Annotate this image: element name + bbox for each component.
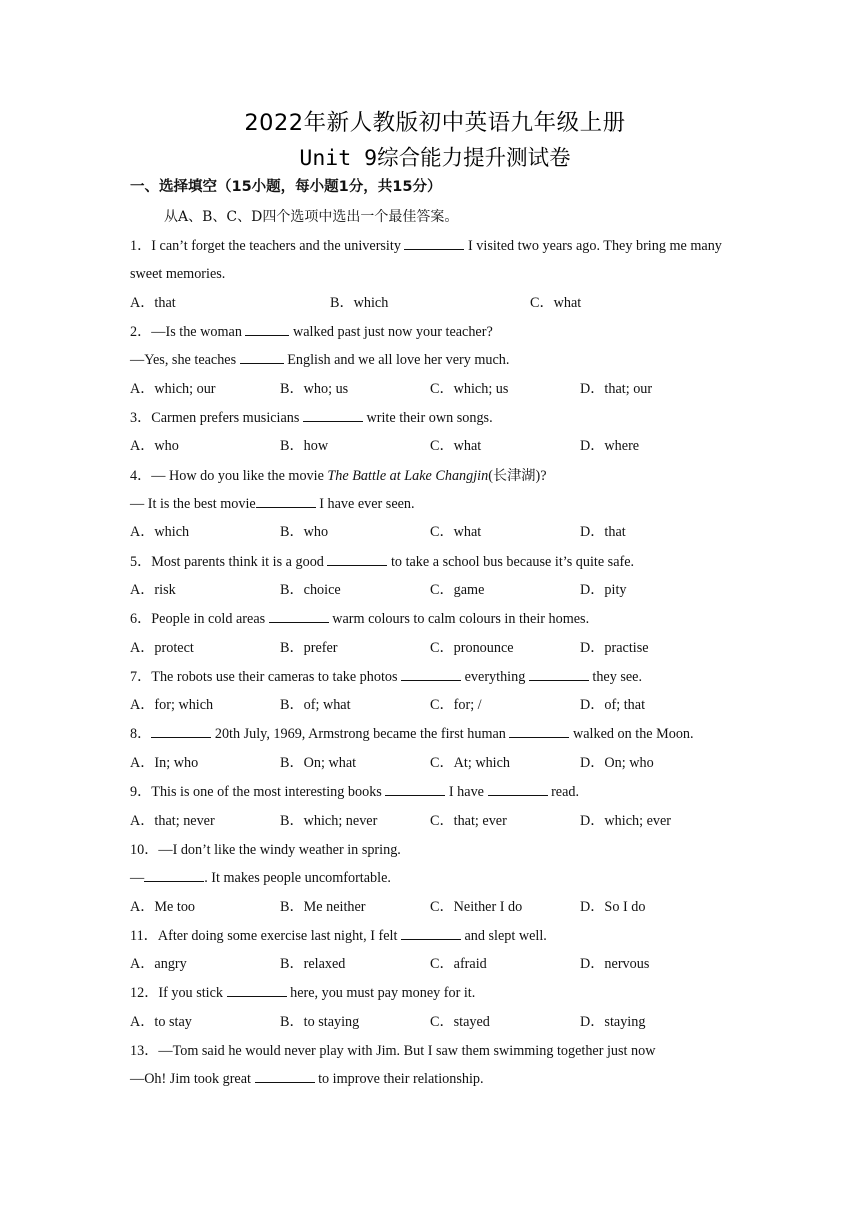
option-d: D．which; ever: [580, 812, 672, 829]
section-heading: 一、选择填空（15小题，每小题1分，共15分）: [130, 179, 442, 195]
answer-blank: [488, 781, 548, 796]
question-1-stem: 1．I can’t forget the teachers and the university I visited two years ago. They bring me many sweet memories.: [130, 232, 740, 289]
option-b: B．Me neither: [280, 898, 366, 915]
answer-blank: [401, 925, 461, 940]
option-a: A．to stay: [130, 1013, 192, 1030]
option-a: A．which: [130, 524, 190, 541]
question-10-options: [130, 893, 740, 922]
question-13-stem: 13．—Tom said he would never play with Jim. But I saw them swimming together just now: [130, 1042, 656, 1059]
question-7-stem: 7．The robots use their cameras to take photos everything they see.: [130, 663, 740, 691]
option-a: A．who: [130, 438, 179, 455]
question-10-stem: 10．—I don’t like the windy weather in spring.: [130, 841, 401, 858]
option-d: D．staying: [580, 1013, 646, 1030]
question-4-options: [130, 518, 740, 547]
question-11-stem: 11．After doing some exercise last night, I felt and slept well.: [130, 922, 740, 950]
option-d: D．On; who: [580, 754, 654, 771]
option-b: B．of; what: [280, 697, 351, 714]
option-c: C．what: [530, 294, 582, 311]
question-7-options: [130, 691, 740, 720]
page-title: 2022年新人教版初中英语九年级上册: [244, 110, 626, 136]
question-1-options: [130, 289, 740, 318]
option-c: C．what: [430, 438, 482, 455]
option-b: B．who: [280, 524, 329, 541]
answer-blank: [404, 235, 464, 250]
option-a: A．Me too: [130, 898, 196, 915]
option-b: B．relaxed: [280, 956, 346, 973]
option-b: B．choice: [280, 582, 341, 599]
option-c: C．what: [430, 524, 482, 541]
option-b: B．who; us: [280, 380, 349, 397]
option-d: D．So I do: [580, 898, 646, 915]
instruction: 从A、B、C、D四个选项中选出一个最佳答案。: [164, 209, 459, 225]
question-3-options: [130, 432, 740, 461]
question-8-options: [130, 749, 740, 778]
option-c: C．which; us: [430, 380, 509, 397]
option-b: B．prefer: [280, 639, 338, 656]
option-b: B．how: [280, 438, 329, 455]
option-c: C．At; which: [430, 754, 510, 771]
movie-title: The Battle at Lake Changjin: [327, 467, 489, 484]
question-5-options: [130, 576, 740, 605]
option-d: D．that: [580, 524, 626, 541]
answer-blank: [269, 608, 329, 623]
option-c: C．pronounce: [430, 639, 514, 656]
option-b: B．which; never: [280, 812, 378, 829]
question-4-stem: 4．— How do you like the movie The Battle at Lake Changjin(长津湖)?: [130, 467, 547, 484]
option-c: C．Neither I do: [430, 898, 523, 915]
answer-blank: [245, 321, 289, 336]
answer-blank: [255, 1068, 315, 1083]
option-a: A．for; which: [130, 697, 214, 714]
answer-blank: [401, 666, 461, 681]
option-b: B．which: [330, 294, 389, 311]
answer-blank: [227, 982, 287, 997]
option-a: A．risk: [130, 582, 176, 599]
question-3-stem: 3．Carmen prefers musicians write their own songs.: [130, 404, 740, 432]
question-9-stem: 9．This is one of the most interesting books I have read.: [130, 778, 740, 806]
question-10-reply: — . It makes people uncomfortable.: [130, 864, 740, 892]
question-8-stem: 8． 20th July, 1969, Armstrong became the first human walked on the Moon.: [130, 720, 740, 748]
question-4-reply: — It is the best movie I have ever seen.: [130, 490, 740, 518]
question-2-options: [130, 375, 740, 404]
question-11-options: [130, 950, 740, 979]
answer-blank: [509, 723, 569, 738]
answer-blank: [144, 867, 204, 882]
answer-blank: [529, 666, 589, 681]
question-13-reply: —Oh! Jim took great to improve their relationship.: [130, 1065, 740, 1093]
option-d: D．where: [580, 438, 640, 455]
answer-blank: [385, 781, 445, 796]
answer-blank: [327, 551, 387, 566]
option-d: D．that; our: [580, 380, 653, 397]
option-b: B．On; what: [280, 754, 357, 771]
question-12-stem: 12．If you stick here, you must pay money for it.: [130, 979, 740, 1007]
question-2-stem: 2．—Is the woman walked past just now your teacher?: [130, 318, 740, 346]
question-6-options: [130, 634, 740, 663]
answer-blank: [256, 493, 316, 508]
answer-blank: [151, 723, 211, 738]
option-c: C．afraid: [430, 956, 487, 973]
option-a: A．angry: [130, 956, 187, 973]
option-b: B．to staying: [280, 1013, 360, 1030]
question-9-options: [130, 807, 740, 836]
option-a: A．which; our: [130, 380, 216, 397]
option-a: A．that; never: [130, 812, 215, 829]
option-c: C．for; /: [430, 697, 482, 714]
option-a: A．protect: [130, 639, 194, 656]
question-6-stem: 6．People in cold areas warm colours to calm colours in their homes.: [130, 605, 740, 633]
option-d: D．nervous: [580, 956, 650, 973]
option-c: C．that; ever: [430, 812, 507, 829]
option-a: A．In; who: [130, 754, 199, 771]
option-d: D．pity: [580, 582, 627, 599]
option-c: C．stayed: [430, 1013, 490, 1030]
option-c: C．game: [430, 582, 485, 599]
page-subtitle: Unit 9综合能力提升测试卷: [299, 146, 571, 171]
question-2-reply: —Yes, she teaches English and we all love her very much.: [130, 346, 740, 374]
exam-page: [130, 106, 740, 1094]
question-5-stem: 5．Most parents think it is a good to take a school bus because it’s quite safe.: [130, 548, 740, 576]
option-d: D．of; that: [580, 697, 646, 714]
answer-blank: [240, 349, 284, 364]
option-a: A．that: [130, 294, 176, 311]
question-12-options: [130, 1008, 740, 1037]
answer-blank: [303, 407, 363, 422]
option-d: D．practise: [580, 639, 649, 656]
